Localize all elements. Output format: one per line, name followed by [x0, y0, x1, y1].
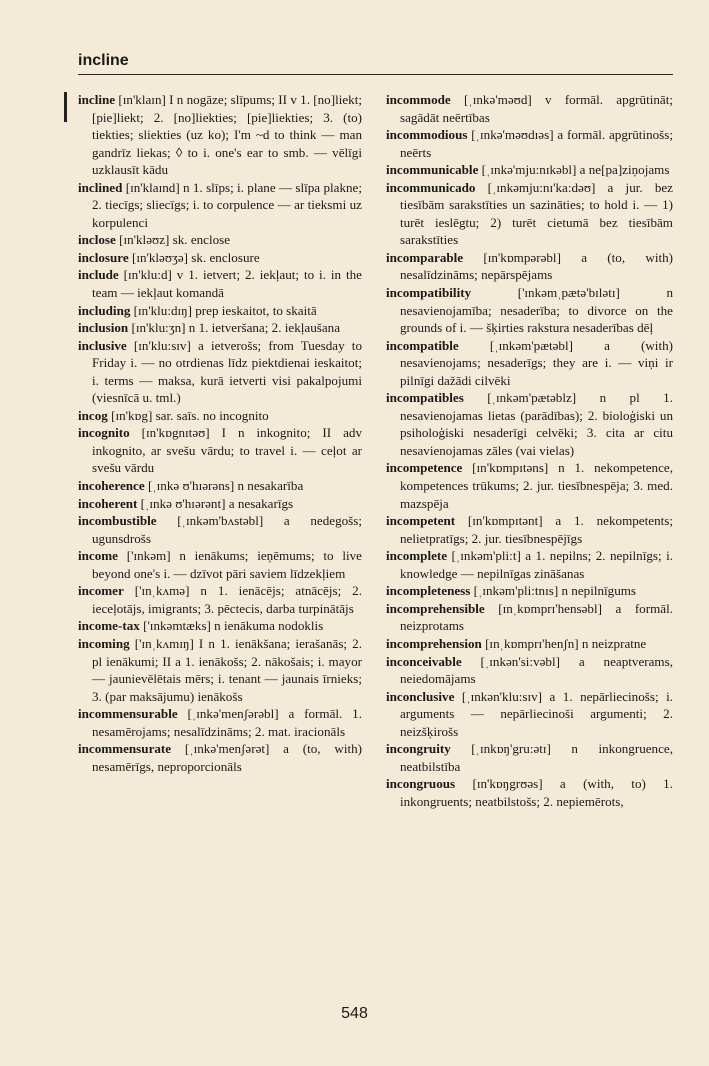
entry-definition: ['ɪnkəm] n ienākums; ieņēmums; to live beyond one's i. — dzīvot pāri saviem līdzekļiem [92, 548, 362, 581]
entry-definition: [ɪn'kləʊʒə] sk. enclosure [128, 249, 260, 265]
dictionary-entry [78, 266, 362, 301]
headword: incomplete [386, 548, 448, 564]
entry-definition: [ɪn'klaɪn] I n nogāze; slīpums; II v 1. [no]liekt; [pie]liekt; 2. [no]liekties; [pie]liekties; 3. (to) tiekties; sliekties (uz ko); I'm ~d to think — man gandrīz liekas; ◊ to i. one's ear to smb. — vēlīgi uzklausīt kādu [92, 92, 362, 178]
headword: incompleteness [386, 583, 471, 599]
entry-definition: [ˌɪnkəm'pætəbl] a (with) nesavienojams; nesaderīgs; they are i. — viņi ir pilnīgi dažādi cilvēki [400, 337, 673, 388]
entry-definition: [ɪnˌkɒmprɪ'hensəbl] a formāl. neizprotams [400, 600, 673, 634]
page-number: 548 [341, 1005, 368, 1022]
headword: including [78, 302, 131, 318]
headword: incommunicado [386, 179, 476, 195]
entry-definition: [ɪn'kɒmpɪtəns] n 1. nekompetence, kompetences trūkums; 2. jur. tiesībnespēja; 3. med. mazspēja [400, 460, 673, 511]
dictionary-entry [386, 91, 673, 126]
entry-definition: [ˌɪnkəmju:nɪ'ka:dəʊ] a jur. bez tiesībām sarakstīties un sazināties; to hold i. — 1) turēt ieslēgtu; 2) turēt cietumā bez tiesībām sarakstīties [400, 179, 673, 248]
entry-definition: ['ɪnˌkʌmɪŋ] I n 1. ienākšana; ierašanās; 2. pl ienākumi; II a 1. ienākošs; 2. nākošais; i. mayor — jaunievēlētais mērs; i. tenant — jaunais īrnieks; 3. (par maksājumu) ienākošs [92, 635, 362, 704]
headword: income [78, 548, 118, 564]
dictionary-entry [386, 740, 673, 775]
dictionary-entry [386, 600, 673, 635]
headword: inclusive [78, 337, 127, 353]
headword: inconclusive [386, 688, 455, 704]
dictionary-entry [386, 688, 673, 741]
entry-definition: [ˌɪnkɒŋ'gru:ətɪ] n inkongruence, neatbilstība [400, 741, 673, 774]
headword: incommode [386, 92, 451, 107]
left-column [78, 91, 362, 775]
dictionary-entry [78, 249, 362, 267]
entry-definition: [ˌɪnkə'menʃərət] a (to, with) nesamērīgs, neproporcionāls [92, 741, 362, 774]
headword: incompatible [386, 337, 459, 353]
headword: income-tax [78, 618, 140, 634]
entry-definition: [ɪn'klaɪnd] n 1. slīps; i. plane — slīpa plakne; 2. tiecīgs; sliecīgs; i. to corpulence — ar tieksmi uz korpulenci [92, 179, 362, 230]
entry-definition: [ˌɪnkə'menʃərəbl] a formāl. 1. nesamērojams; nesalīdzināms; 2. mat. iracionāls [92, 706, 362, 739]
headword: incomprehensible [386, 600, 485, 616]
dictionary-entry [78, 635, 362, 705]
entry-definition: [ɪn'kɒmpɪtənt] a 1. nekompetents; nelietpratīgs; 2. jur. tiesībnespējīgs [400, 513, 673, 546]
dictionary-entry [78, 231, 362, 249]
headword: incommunicable [386, 162, 479, 178]
dictionary-entry [386, 179, 673, 249]
dictionary-entry [78, 705, 362, 740]
right-column [386, 91, 673, 810]
running-header [78, 50, 673, 75]
entry-definition: [ɪn'klu:ʒn] n 1. ietveršana; 2. iekļaušana [128, 320, 341, 336]
headword: incommensurate [78, 741, 172, 757]
entry-definition: [ɪn'kɒŋgrʊəs] a (with, to) 1. inkongruents; neatbilstošs; 2. nepiemērots, [400, 776, 673, 809]
dictionary-entry [386, 512, 673, 547]
guide-word: incline [78, 52, 129, 69]
headword: incomparable [386, 249, 464, 265]
dictionary-entry [386, 126, 673, 161]
dictionary-entry [78, 547, 362, 582]
entry-definition: [ɪn'kləʊz] sk. enclose [115, 232, 231, 248]
entry-definition: [ɪn'kɒg] sar. saīs. no incognito [107, 407, 269, 423]
headword: incompatibility [386, 285, 472, 301]
dictionary-entry [78, 337, 362, 407]
entry-definition: ['ɪnˌkʌmə] n 1. ienācējs; atnācējs; 2. ieceļotājs, imigrants; 3. pēctecis, darba turpinātājs [92, 583, 362, 616]
dictionary-entry [78, 740, 362, 775]
headword: incombustible [78, 513, 157, 529]
headword: incognito [78, 425, 130, 441]
dictionary-entry [386, 582, 673, 600]
headword: incomer [78, 583, 124, 599]
dictionary-entry [78, 477, 362, 495]
dictionary-entry [78, 91, 362, 179]
dictionary-entry [386, 775, 673, 810]
entry-definition: ['ɪnkəmˌpætə'bɪlətɪ] n nesavienojamība; nesaderība; to divorce on the grounds of i. — šķirties rakstura nesaderības dēļ [400, 285, 673, 336]
dictionary-entry [78, 582, 362, 617]
headword: incomprehension [386, 635, 482, 651]
headword: incog [78, 407, 108, 423]
entry-definition: [ɪn'klu:sɪv] a ietverošs; from Tuesday to Friday i. — no otrdienas līdz piektdienai ieskaitot; i. terms — maksa, kurā ietverti visi pakalpojumi (viesnīcā u. tml.) [92, 337, 362, 406]
dictionary-entry [78, 495, 362, 513]
entry-definition: [ˌɪnkəm'pli:tnɪs] n nepilnīgums [470, 583, 637, 599]
dictionary-entry [386, 653, 673, 688]
dictionary-entry [386, 249, 673, 284]
dictionary-entry [386, 161, 673, 179]
headword: inclusion [78, 320, 129, 336]
dictionary-entry [386, 284, 673, 337]
margin-marker [64, 92, 67, 122]
headword: inclosure [78, 249, 129, 265]
entry-definition: [ˌɪnkəm'bʌstəbl] a nedegošs; ugunsdrošs [92, 513, 362, 546]
entry-definition: [ˌɪnkən'klu:sɪv] a 1. nepārliecinošs; i. arguments — nepārliecinoši argumenti; 2. neizšķirošs [400, 688, 673, 739]
entry-definition: [ˌɪnkə'məʊd] v formāl. apgrūtināt; sagādāt neērtības [400, 92, 673, 125]
entry-definition: [ˌɪnkə ʊ'hɪərəns] n nesakarība [144, 478, 304, 494]
dictionary-entry [386, 389, 673, 459]
headword: incoherent [78, 495, 138, 511]
headword: incline [78, 92, 116, 107]
dictionary-entry [78, 319, 362, 337]
headword: inclined [78, 179, 123, 195]
dictionary-entry [386, 337, 673, 390]
entry-definition: [ɪn'kɒgnɪtəʊ] I n inkognito; II adv inkognito, ar svešu vārdu; to travel i. — ceļot ar svešu vārdu [92, 425, 362, 476]
headword: include [78, 267, 119, 283]
entry-definition: ['ɪnkəmtæks] n ienākuma nodoklis [139, 618, 324, 634]
dictionary-entry [386, 459, 673, 512]
headword: inclose [78, 232, 116, 248]
dictionary-entry [78, 407, 362, 425]
entry-definition: [ˌɪnkən'si:vəbl] a neaptverams, neiedomājams [400, 653, 673, 687]
entry-definition: [ˌɪnkəm'pli:t] a 1. nepilns; 2. nepilnīgs; i. knowledge — nepilnīgas zināšanas [400, 548, 673, 581]
entry-definition: [ɪn'klu:dɪŋ] prep ieskaitot, to skaitā [130, 302, 317, 318]
dictionary-entry [78, 424, 362, 477]
entry-definition: [ɪn'kɒmpərəbl] a (to, with) nesalīdzināms; nepārspējams [400, 249, 673, 283]
dictionary-entry [78, 302, 362, 320]
headword: incompetent [386, 513, 456, 529]
entry-definition: [ˌɪnkə'məʊdɪəs] a formāl. apgrūtinošs; neērts [400, 127, 673, 160]
dictionary-entry [78, 512, 362, 547]
headword: inconceivable [386, 653, 462, 669]
headword: incoherence [78, 478, 145, 494]
headword: incompatibles [386, 390, 464, 406]
headword: incommodious [386, 127, 468, 143]
dictionary-entry [386, 635, 673, 653]
headword: incongruity [386, 741, 451, 757]
entry-definition: [ɪn'klu:d] v 1. ietvert; 2. iekļaut; to i. in the team — iekļaut komandā [92, 267, 362, 301]
headword: incoming [78, 635, 130, 651]
headword: incompetence [386, 460, 463, 476]
entry-definition: [ˌɪnkə'mju:nɪkəbl] a ne[pa]ziņojams [478, 162, 670, 178]
dictionary-entry [78, 179, 362, 232]
dictionary-entry [386, 547, 673, 582]
headword: incongruous [386, 776, 456, 792]
dictionary-entry [78, 617, 362, 635]
entry-definition: [ˌɪnkəm'pætəblz] n pl 1. nesavienojamas lietas (parādības); 2. bioloģiski un psiholoģiski nesaderīgi celvēki; 3. cita ar citu nesavienojamas zāles (vai vielas) [400, 390, 673, 458]
entry-definition: [ɪnˌkɒmprɪ'henʃn] n neizpratne [481, 635, 647, 651]
headword: incommensurable [78, 706, 178, 722]
entry-definition: [ˌɪnkə ʊ'hɪərənt] a nesakarīgs [137, 495, 294, 511]
